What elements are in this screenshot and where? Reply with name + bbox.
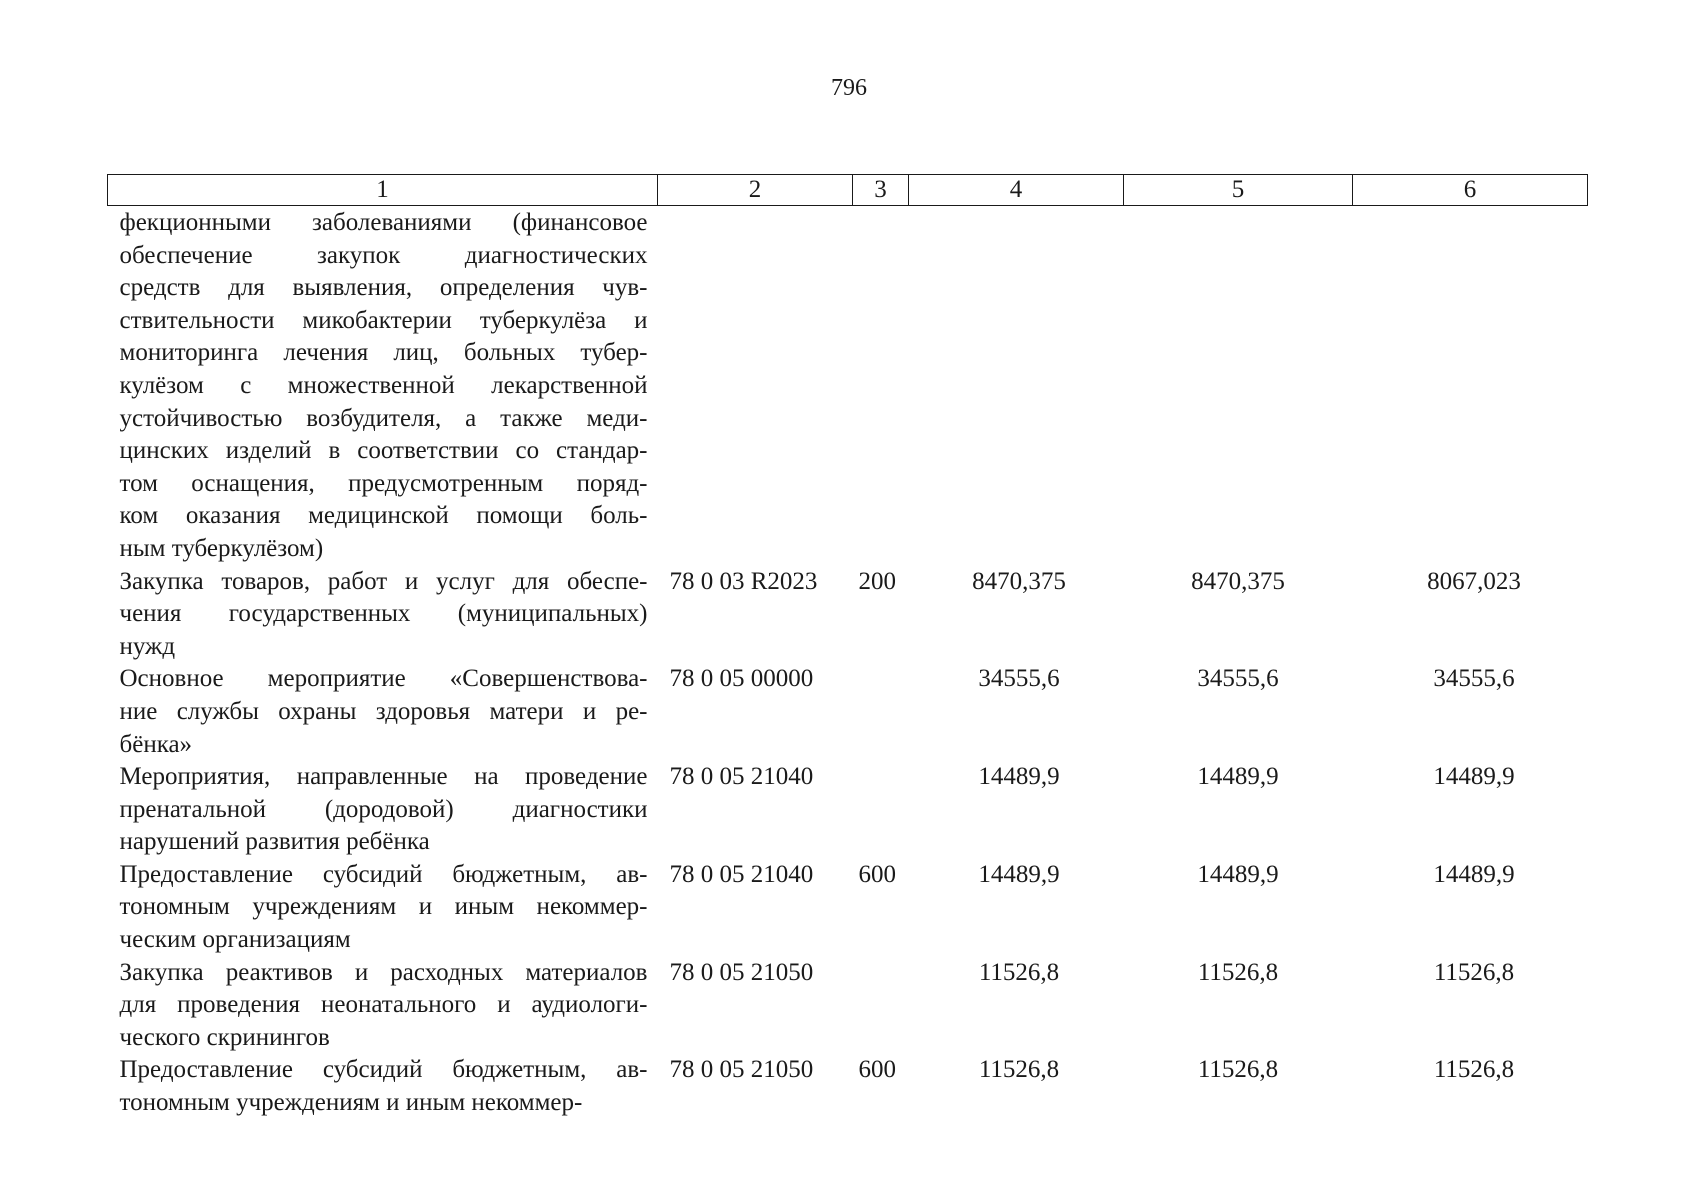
row-description	[108, 566, 658, 664]
description-line: тономным учреждениям и иным некоммер-	[119, 893, 648, 921]
row-type	[853, 957, 909, 1055]
row-value-col5: 11526,8	[1197, 958, 1279, 986]
description-line: нарушений развития ребёнка	[119, 828, 430, 856]
description-line: ствительности микобактерии туберкулёза и	[119, 306, 648, 334]
row-value-col6: 11526,8	[1433, 958, 1515, 986]
row-description	[108, 206, 658, 566]
header-col-3: 3	[853, 175, 909, 206]
description-line: для проведения неонатального и аудиологи-	[119, 991, 648, 1019]
header-col-2: 2	[658, 175, 853, 206]
table-row	[108, 859, 1588, 957]
row-value-col4: 14489,9	[978, 860, 1060, 888]
row-code: 78 0 05 00000	[669, 665, 814, 693]
row-value-col4: 11526,8	[978, 1056, 1060, 1084]
table-row	[108, 761, 1588, 859]
description-line: Предоставление субсидий бюджетным, ав-	[119, 860, 648, 888]
description-line: кулёзом с множественной лекарственной	[119, 371, 648, 399]
row-code: 78 0 05 21040	[669, 763, 814, 791]
row-value-col5: 8470,375	[1191, 567, 1285, 595]
row-value-col5: 34555,6	[1197, 665, 1279, 693]
row-code: 78 0 05 21040	[669, 860, 814, 888]
description-line: ческим организациям	[119, 926, 351, 954]
description-line: мониторинга лечения лиц, больных тубер-	[119, 339, 648, 367]
row-value-col4: 8470,375	[972, 567, 1066, 595]
description-line: средств для выявления, определения чув-	[119, 274, 648, 302]
row-type: 600	[858, 1056, 896, 1084]
table-row	[108, 663, 1588, 761]
row-value-col6: 14489,9	[1433, 860, 1515, 888]
description-line: Основное мероприятие «Совершенствова-	[119, 665, 648, 693]
row-value-col6: 34555,6	[1433, 665, 1515, 693]
header-row	[108, 175, 1588, 206]
row-value-col5: 14489,9	[1197, 763, 1279, 791]
row-type	[853, 663, 909, 761]
page-number: 796	[831, 75, 867, 101]
description-line: устойчивостью возбудителя, а также меди-	[119, 404, 648, 432]
row-value-col6: 14489,9	[1433, 763, 1515, 791]
row-value-col4: 11526,8	[978, 958, 1060, 986]
row-value-col6: 11526,8	[1433, 1056, 1515, 1084]
description-line: цинских изделий в соответствии со стандар-	[119, 437, 648, 465]
table-row	[108, 1054, 1588, 1119]
table-body	[108, 206, 1588, 1120]
row-description	[108, 957, 658, 1055]
description-line: Закупка реактивов и расходных материалов	[119, 958, 648, 986]
description-line: ческого скринингов	[119, 1023, 330, 1051]
row-type: 600	[858, 860, 896, 888]
description-line: чения государственных (муниципальных)	[119, 600, 648, 628]
description-line: Мероприятия, направленные на проведение	[119, 763, 648, 791]
description-line: ние службы охраны здоровья матери и ре-	[119, 697, 648, 725]
row-description	[108, 859, 658, 957]
row-value-col6: 8067,023	[1427, 567, 1521, 595]
row-type	[853, 206, 909, 566]
row-value-col4	[909, 206, 1124, 566]
row-value-col5: 11526,8	[1197, 1056, 1279, 1084]
row-value-col5	[1124, 206, 1353, 566]
table-row	[108, 206, 1588, 566]
description-line: фекционными заболеваниями (финансовое	[119, 209, 648, 236]
table-row	[108, 957, 1588, 1055]
header-col-1: 1	[108, 175, 658, 206]
table-header	[108, 175, 1588, 206]
row-description	[108, 1054, 658, 1119]
budget-table	[107, 174, 1588, 1120]
description-line: тономным учреждениям и иным некоммер-	[119, 1089, 583, 1117]
row-code: 78 0 05 21050	[669, 1056, 814, 1084]
budget-table-container	[107, 174, 1587, 1120]
table-row	[108, 566, 1588, 664]
description-line: бёнка»	[119, 730, 193, 758]
row-description	[108, 663, 658, 761]
row-type	[853, 761, 909, 859]
row-code: 78 0 05 21050	[669, 958, 814, 986]
row-type: 200	[858, 567, 896, 595]
description-line: Закупка товаров, работ и услуг для обеспе-	[119, 567, 648, 595]
row-description	[108, 761, 658, 859]
description-line: пренатальной (дородовой) диагностики	[119, 795, 648, 823]
description-line: том оснащения, предусмотренным поряд-	[119, 469, 648, 497]
row-value-col4: 34555,6	[978, 665, 1060, 693]
description-line: обеспечение закупок диагностических	[119, 241, 648, 269]
description-line: нужд	[119, 632, 176, 660]
row-value-col5: 14489,9	[1197, 860, 1279, 888]
row-value-col4: 14489,9	[978, 763, 1060, 791]
description-line: ком оказания медицинской помощи боль-	[119, 502, 648, 530]
row-code: 78 0 03 R2023	[669, 567, 818, 595]
header-col-6: 6	[1353, 175, 1588, 206]
header-col-4: 4	[909, 175, 1124, 206]
row-code	[658, 206, 853, 566]
row-value-col6	[1353, 206, 1588, 566]
header-col-5: 5	[1124, 175, 1353, 206]
description-line: ным туберкулёзом)	[119, 534, 324, 562]
description-line: Предоставление субсидий бюджетным, ав-	[119, 1056, 648, 1084]
